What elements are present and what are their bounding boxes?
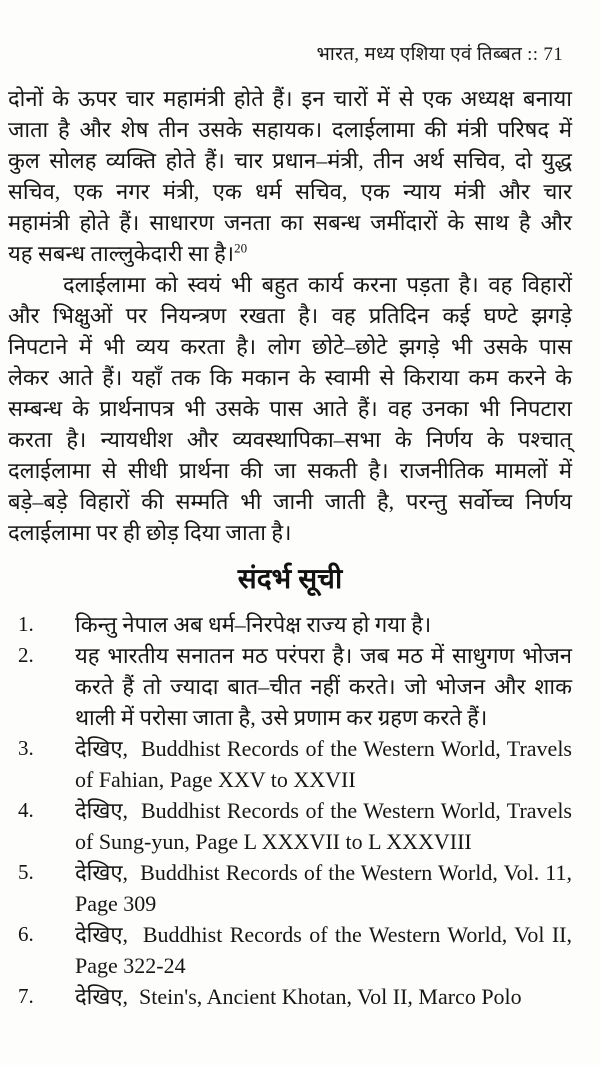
reference-number: 5.	[18, 860, 34, 884]
reference-item	[8, 857, 572, 919]
reference-line: of Sung-yun, Page L XXXVII to L XXXVIII	[75, 829, 472, 854]
reference-line: किन्तु नेपाल अब धर्म–निरपेक्ष राज्य हो गया है।	[75, 612, 432, 637]
reference-text	[75, 733, 572, 795]
reference-list	[8, 609, 572, 1012]
body-line: जाता है और शेष तीन उसके सहायक। दलाईलामा की मंत्री परिषद में	[8, 117, 572, 142]
body-line: कुल सोलह व्यक्ति होते हैं। चार प्रधान–मंत्री, तीन अर्थ सचिव, दो युद्ध	[8, 148, 572, 173]
reference-number: 7.	[18, 984, 34, 1008]
body-line: दलाईलामा पर ही छोड़ दिया जाता है।	[8, 520, 292, 545]
footnote-marker: 20	[234, 240, 248, 256]
reference-line: Page 309	[75, 891, 157, 916]
paragraph-1	[8, 83, 572, 269]
reference-line: देखिए, Buddhist Records of the Western World, Vol II,	[75, 922, 572, 947]
references-heading: संदर्भ सूची	[237, 564, 343, 595]
running-header: भारत, मध्य एशिया एवं तिब्बत :: 71	[316, 44, 563, 65]
body-line: दलाईलामा से सीधी प्रार्थना की जा सकती है। राजनीतिक मामलों में	[8, 458, 572, 483]
reference-number: 4.	[18, 798, 34, 822]
reference-text	[75, 795, 572, 857]
body-line: सम्बन्ध के प्रार्थनापत्र भी उसके पास आते हैं। वह उनका भी निपटारा	[8, 396, 572, 421]
reference-item	[8, 640, 572, 733]
reference-line: देखिए, Buddhist Records of the Western World, Vol. 11,	[75, 860, 572, 885]
reference-text	[75, 640, 572, 733]
body-line-with-footnote	[8, 238, 572, 269]
reference-line: देखिए, Buddhist Records of the Western World, Travels	[75, 798, 572, 823]
reference-item	[8, 733, 572, 795]
reference-line: of Fahian, Page XXV to XXVII	[75, 767, 356, 792]
reference-text	[75, 609, 572, 640]
reference-line: देखिए, Buddhist Records of the Western World, Travels	[75, 736, 572, 761]
body-line: और भिक्षुओं पर नियन्त्रण रखता है। वह प्रतिदिन कई घण्टे झगड़े	[8, 303, 572, 328]
reference-text	[75, 919, 572, 981]
body-line: बड़े–बड़े विहारों की सम्मति भी जानी जाती है, परन्तु सर्वोच्च निर्णय	[8, 489, 572, 514]
body-line: सचिव, एक नगर मंत्री, एक धर्म सचिव, एक न्याय मंत्री और चार	[8, 179, 572, 204]
body-line: दोनों के ऊपर चार महामंत्री होते हैं। इन चारों में से एक अध्यक्ष बनाया	[8, 86, 572, 111]
reference-number: 2.	[18, 643, 34, 667]
reference-number: 6.	[18, 922, 34, 946]
reference-item	[8, 981, 572, 1012]
reference-item	[8, 609, 572, 640]
reference-line: देखिए, Stein's, Ancient Khotan, Vol II, Marco Polo	[75, 984, 522, 1009]
body-line: दलाईलामा को स्वयं भी बहुत कार्य करना पड़ता है। वह विहारों	[63, 272, 572, 297]
reference-text	[75, 857, 572, 919]
reference-text	[75, 981, 572, 1012]
body-line: निपटाने में भी व्यय करता है। लोग छोटे–छोटे झगड़े भी उसके पास	[8, 334, 572, 359]
paragraph-2	[8, 269, 572, 548]
reference-item	[8, 795, 572, 857]
body-line-text: यह सबन्ध ताल्लुकेदारी सा है।	[8, 241, 235, 266]
reference-line: थाली में परोसा जाता है, उसे प्रणाम कर ग्रहण करते हैं।	[75, 705, 488, 730]
reference-number: 3.	[18, 736, 34, 760]
reference-number: 1.	[18, 612, 34, 636]
reference-line: Page 322-24	[75, 953, 186, 978]
body-line: करता है। न्यायधीश और व्यवस्थापिका–सभा के निर्णय के पश्चात्	[8, 427, 572, 452]
reference-line: यह भारतीय सनातन मठ परंपरा है। जब मठ में साधुगण भोजन	[75, 643, 572, 668]
body-line: लेकर आते हैं। यहाँ तक कि मकान के स्वामी से किराया कम करने के	[8, 365, 572, 390]
body-line: महामंत्री होते हैं। साधारण जनता का सबन्ध जमींदारों के साथ है और	[8, 210, 572, 235]
reference-item	[8, 919, 572, 981]
reference-line: करते हैं तो ज्यादा बात–चीत नहीं करते। जो भोजन और शाक	[75, 674, 572, 699]
page-content	[8, 83, 572, 1012]
scanned-book-page	[0, 42, 600, 1065]
